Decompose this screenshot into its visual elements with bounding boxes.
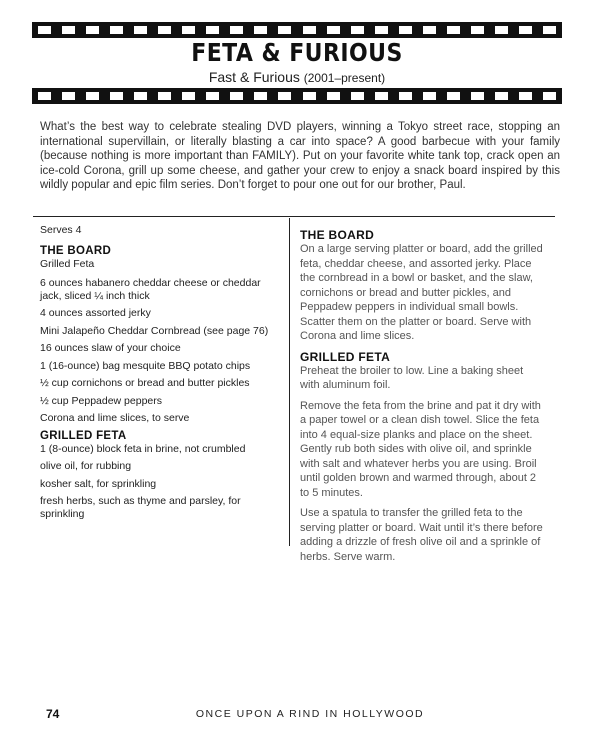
film-perforation (423, 26, 436, 34)
page-number: 74 (46, 707, 60, 721)
board-directions-text: On a large serving platter or board, add the grilled feta, cheddar cheese, and assorted jerky. Place the cornbread in a bowl or basket, and the slaw, cornichons or bread and butter pickles, and Peppadew peppers in individual small bowls. Scatter them on the platter or board. Serve with Corona and lime slices. (300, 243, 543, 342)
film-perforation (278, 92, 291, 100)
horizontal-divider (33, 216, 555, 217)
ingredient-item: 1 (16-ounce) bag mesquite BBQ potato chips (40, 359, 251, 372)
film-perforation (158, 92, 171, 100)
filmstrip-header (32, 22, 562, 104)
ingredient-item: kosher salt, for sprinkling (40, 477, 157, 490)
film-perforation (375, 92, 388, 100)
feta-directions-heading: GRILLED FETA (300, 349, 391, 364)
board-ingredients-list (40, 258, 280, 425)
film-perforation (158, 26, 171, 34)
ingredient-item: Corona and lime slices, to serve (40, 412, 190, 424)
film-perforation (254, 26, 267, 34)
title-panel (32, 38, 562, 88)
film-perforation (110, 92, 123, 100)
film-perforation (351, 26, 364, 34)
ingredient-item: 6 ounces habanero cheddar cheese or cheddar jack, sliced ¼ inch thick (40, 277, 261, 302)
ingredient-item: Mini Jalapeño Cheddar Cornbread (see page 76) (40, 324, 269, 337)
film-perforation (543, 26, 556, 34)
ingredient-item: 1 (8-ounce) block feta in brine, not crumbled (40, 442, 246, 455)
film-perforation (110, 26, 123, 34)
film-perforation (471, 26, 484, 34)
film-perforation (423, 92, 436, 100)
film-perforation (351, 92, 364, 100)
film-perforation (230, 26, 243, 34)
ingredient-item: 4 ounces assorted jerky (40, 307, 151, 319)
film-perforation (182, 92, 195, 100)
film-perforations-bottom (38, 92, 556, 100)
film-perforation (495, 92, 508, 100)
film-perforations-top (38, 26, 556, 34)
film-perforation (519, 92, 532, 100)
feta-ingredients-heading: GRILLED FETA (40, 429, 127, 442)
film-name: Fast & Furious (208, 69, 300, 85)
ingredients-column (40, 224, 280, 525)
intro-paragraph: What’s the best way to celebrate stealing DVD players, winning a Tokyo street race, stopping an international supervillain, or literally blasting a car into space? A good barbecue with your family (because nothing is more important than FAMILY). Put on your favorite white tank top, crack open an ice-cold Corona, grill up some cheese, and gather your crew to enjoy a snack board inspired by this wildly popular and epic film series. Don’t forget to pour one out for our brother, Paul. (40, 121, 560, 191)
film-perforation (278, 26, 291, 34)
board-directions-heading: THE BOARD (300, 228, 375, 242)
film-perforation (206, 92, 219, 100)
film-perforation (303, 26, 316, 34)
direction-paragraph: Use a spatula to transfer the grilled feta to the serving platter or board. Wait until it’s there before adding a drizzle of fresh olive oil and a sprinkle of herbs. Serve warm. (300, 507, 543, 563)
film-perforation (327, 26, 340, 34)
film-perforation (447, 92, 460, 100)
film-years: (2001–present) (303, 71, 386, 85)
film-perforation (399, 92, 412, 100)
film-perforation (447, 26, 460, 34)
feta-directions (300, 364, 545, 565)
direction-paragraph: Remove the feta from the brine and pat it dry with a paper towel or a clean dish towel. Slice the feta into 4 equal-size planks and place on the sheet. Gently rub both sides with olive oil, and sprinkle with salt and whatever herbs you are using. Broil until golden brown and warmed through, about 2 to 5 minutes. (300, 399, 541, 499)
ingredient-item: ½ cup Peppadew peppers (40, 394, 163, 407)
film-perforation (230, 92, 243, 100)
film-perforation (62, 92, 75, 100)
film-perforation (62, 26, 75, 34)
film-perforation (38, 26, 51, 34)
film-perforation (38, 92, 51, 100)
serves-label: Serves 4 (40, 224, 82, 236)
film-perforation (471, 92, 484, 100)
film-perforation (519, 26, 532, 34)
film-perforation (134, 92, 147, 100)
film-perforation (134, 26, 147, 34)
film-perforation (375, 26, 388, 34)
film-perforation (399, 26, 412, 34)
film-perforation (86, 92, 99, 100)
film-perforation (206, 26, 219, 34)
recipe-title: FETA & FURIOUS (191, 38, 403, 67)
ingredient-item: olive oil, for rubbing (40, 460, 132, 472)
recipe-subtitle (32, 68, 562, 87)
film-perforation (495, 26, 508, 34)
film-perforation (303, 92, 316, 100)
film-perforation (327, 92, 340, 100)
feta-ingredients-list (40, 443, 280, 521)
column-divider (289, 218, 290, 546)
ingredient-item: 16 ounces slaw of your choice (40, 342, 181, 354)
ingredient-item: Grilled Feta (40, 257, 95, 270)
ingredient-item: ½ cup cornichons or bread and butter pickles (40, 377, 250, 389)
directions-column (300, 228, 545, 570)
ingredient-item: fresh herbs, such as thyme and parsley, for sprinkling (40, 495, 241, 520)
book-title: ONCE UPON A RIND IN HOLLYWOOD (195, 708, 425, 720)
direction-paragraph: Preheat the broiler to low. Line a baking sheet with aluminum foil. (300, 364, 524, 391)
film-perforation (86, 26, 99, 34)
board-ingredients-heading: THE BOARD (40, 244, 112, 257)
film-perforation (543, 92, 556, 100)
film-perforation (254, 92, 267, 100)
film-perforation (182, 26, 195, 34)
